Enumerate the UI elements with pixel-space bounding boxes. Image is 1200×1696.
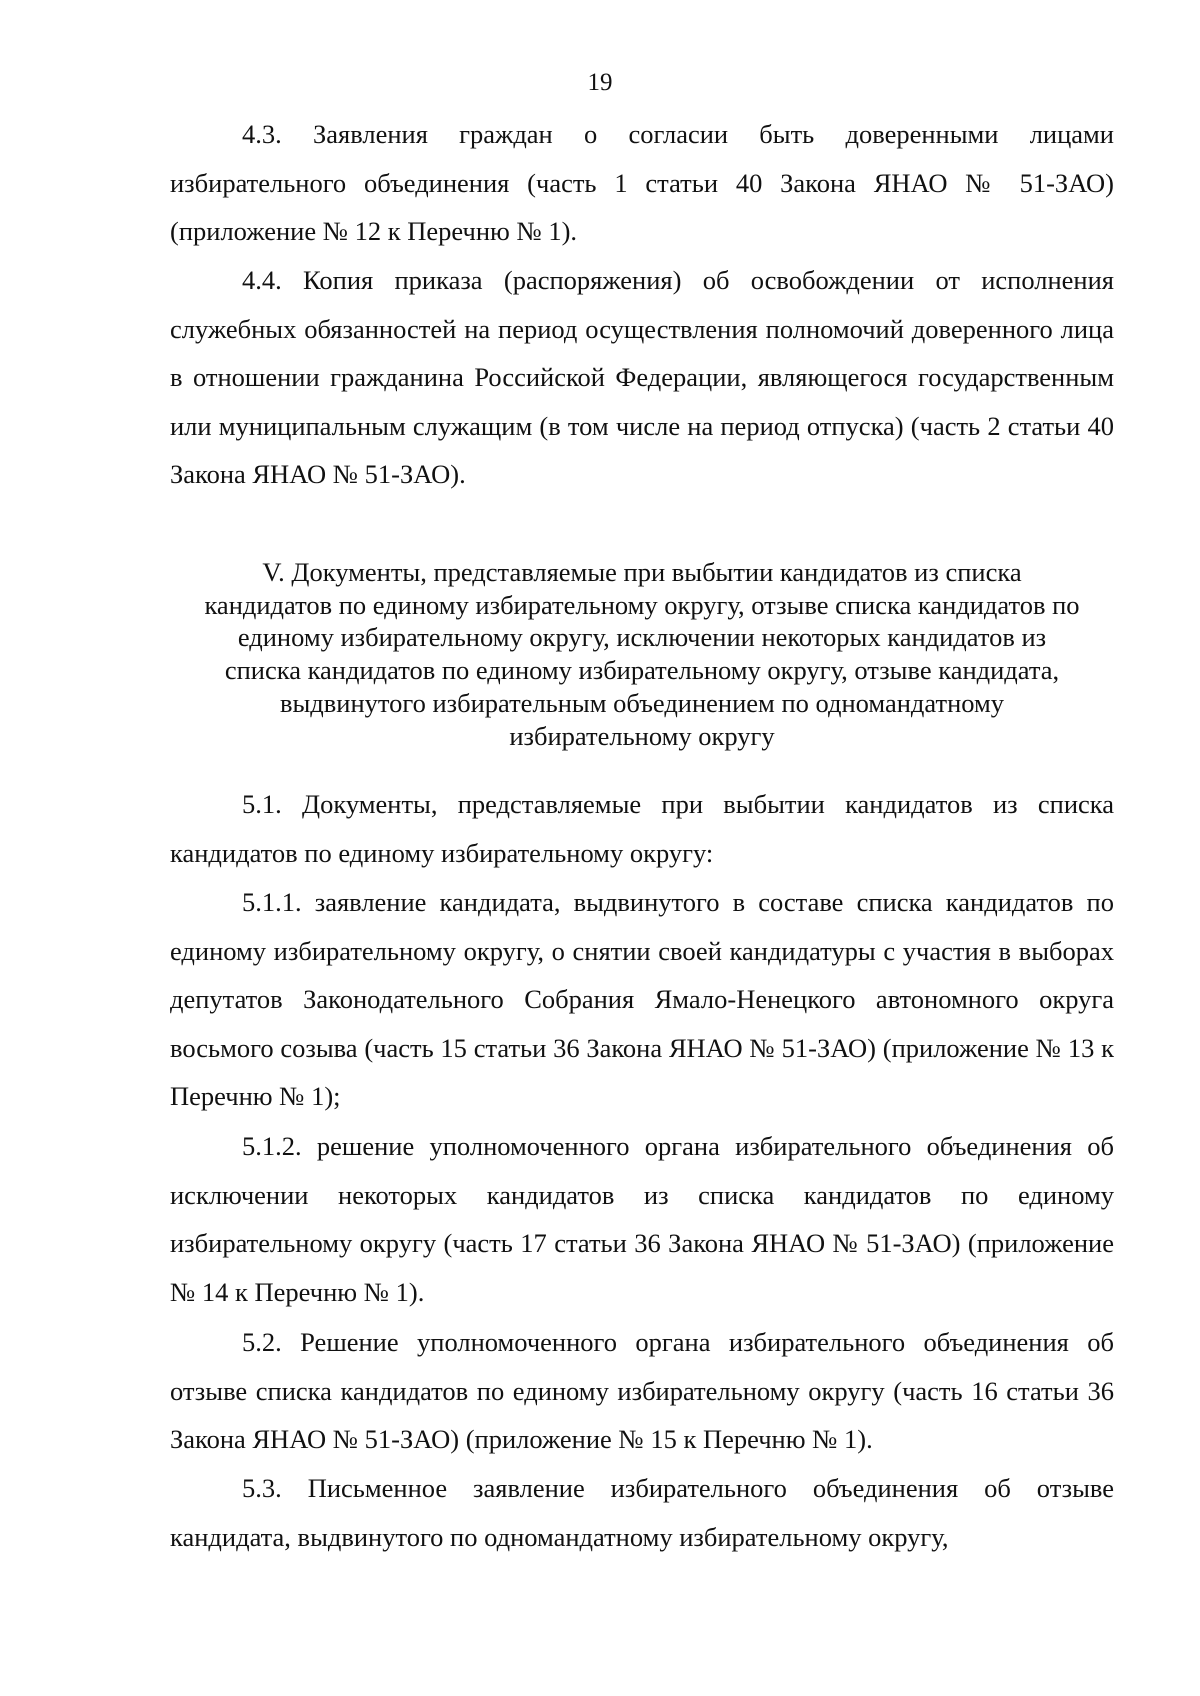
- paragraph-5-1-2: 5.1.2. решение уполномоченного органа избирательного объединения об исключении некоторых кандидатов из списка кандидатов по единому избирательному округу (часть 17 статьи 36 Закона ЯНАО № 51-ЗАО) (приложение № 14 к Перечню № 1).: [170, 1131, 1114, 1307]
- section-heading-line: списка кандидатов по единому избирательному округу, отзыве кандидата,: [224, 655, 1060, 686]
- section-heading-line: кандидатов по единому избирательному округу, отзыве списка кандидатов по: [204, 589, 1080, 620]
- section-heading-line: V. Документы, представляемые при выбытии кандидатов из списка: [262, 557, 1022, 587]
- section-heading-line: выдвинутого избирательным объединением по одномандатному: [279, 687, 1005, 718]
- paragraph-5-1-1: 5.1.1. заявление кандидата, выдвинутого в составе списка кандидатов по единому избирательному округу, о снятии своей кандидатуры с участия в выборах депутатов Законодательного Собрания Ямало-Ненецкого автономного округа восьмого созыва (часть 15 статьи 36 Закона ЯНАО № 51-ЗАО) (приложение № 13 к Перечню № 1);: [170, 887, 1114, 1112]
- section-heading-line: избирательному округу: [509, 720, 775, 751]
- paragraph-5-1: 5.1. Документы, представляемые при выбытии кандидатов из списка кандидатов по единому избирательному округу:: [170, 789, 1114, 868]
- paragraph-5-3: 5.3. Письменное заявление избирательного объединения об отзыве кандидата, выдвинутого по одномандатному избирательному округу,: [170, 1473, 1114, 1552]
- paragraph-4-4: 4.4. Копия приказа (распоряжения) об освобождении от исполнения служебных обязанностей на период осуществления полномочий доверенного лица в отношении гражданина Российской Федерации, являющегося государственным или муниципальным служащим (в том числе на период отпуска) (часть 2 статьи 40 Закона ЯНАО № 51-ЗАО).: [170, 265, 1114, 490]
- page-number: 19: [587, 69, 613, 96]
- paragraph-4-3: 4.3. Заявления граждан о согласии быть доверенными лицами избирательного объединения (часть 1 статьи 40 Закона ЯНАО № 51-ЗАО) (приложение № 12 к Перечню № 1).: [170, 119, 1114, 247]
- section-heading-line: единому избирательному округу, исключении некоторых кандидатов из: [237, 622, 1047, 653]
- section-heading-v: [170, 556, 1114, 752]
- paragraph-5-2: 5.2. Решение уполномоченного органа избирательного объединения об отзыве списка кандидатов по единому избирательному округу (часть 16 статьи 36 Закона ЯНАО № 51-ЗАО) (приложение № 15 к Перечню № 1).: [170, 1327, 1114, 1455]
